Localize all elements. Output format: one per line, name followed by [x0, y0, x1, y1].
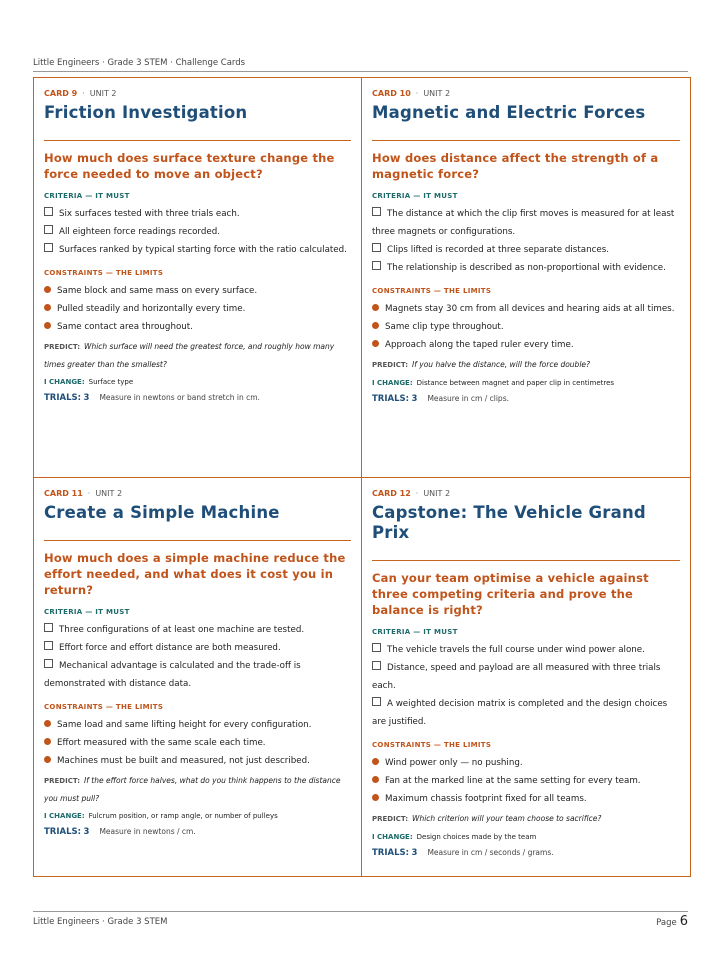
- change-line: [372, 833, 680, 841]
- change-label: I CHANGE:: [44, 812, 85, 820]
- constraint-item: [44, 752, 351, 770]
- item-text: Effort measured with the same scale each time.: [57, 738, 266, 748]
- driving-question: How much does surface texture change the force needed to move an object?: [44, 151, 335, 181]
- predict-label: PREDICT:: [372, 361, 409, 369]
- item-text: Six surfaces tested with three trials each.: [59, 209, 240, 219]
- checkbox-icon: [44, 243, 53, 252]
- constraint-item: [372, 772, 680, 790]
- checkbox-icon: [372, 243, 381, 252]
- item-text: Same clip type throughout.: [385, 322, 504, 332]
- item-text: Maximum chassis footprint fixed for all teams.: [385, 794, 587, 804]
- item-text: The relationship is described as non-proportional with evidence.: [387, 263, 666, 273]
- bullet-dot-icon: [372, 304, 379, 311]
- checkbox-icon: [372, 697, 381, 706]
- constraint-item: [44, 282, 351, 300]
- unit-label: UNIT 2: [423, 489, 451, 498]
- predict-text: If the effort force halves, what do you think happens to the distance you must pull?: [44, 776, 341, 803]
- criteria-list: [372, 641, 680, 731]
- item-text: The distance at which the clip first moves is measured for at least three magnets or configurations.: [372, 209, 675, 237]
- item-text: Effort force and effort distance are both measured.: [59, 643, 281, 653]
- criteria-item: [372, 695, 680, 731]
- bullet-dot-icon: [372, 340, 379, 347]
- card-title: Magnetic and Electric Forces: [372, 103, 646, 122]
- item-text: Wind power only — no pushing.: [385, 758, 523, 768]
- meta-separator: ·: [82, 89, 85, 98]
- constraint-item: [372, 790, 680, 808]
- change-text: Surface type: [88, 378, 134, 386]
- bullet-dot-icon: [372, 322, 379, 329]
- constraint-item: [372, 754, 680, 772]
- bullet-dot-icon: [44, 756, 51, 763]
- predict-line: [44, 338, 351, 373]
- criteria-item: [44, 205, 351, 223]
- change-text: Distance between magnet and paper clip in centimetres: [416, 379, 615, 387]
- checkbox-icon: [372, 261, 381, 270]
- criteria-item: [44, 657, 351, 693]
- card-number: CARD 11: [44, 489, 83, 498]
- item-text: Same block and same mass on every surface.: [57, 286, 258, 296]
- unit-label: UNIT 2: [423, 89, 451, 98]
- trials-count: 3: [83, 393, 90, 403]
- constraint-item: [44, 734, 351, 752]
- item-text: Pulled steadily and horizontally every time.: [57, 304, 246, 314]
- criteria-heading: CRITERIA — IT MUST: [44, 608, 130, 616]
- item-text: Surfaces ranked by typical starting force with the ratio calculated.: [59, 245, 347, 255]
- predict-line: [372, 356, 680, 374]
- card-11: [34, 478, 362, 876]
- header-rule: [33, 71, 688, 72]
- bullet-dot-icon: [44, 304, 51, 311]
- predict-line: [372, 810, 680, 828]
- criteria-heading: CRITERIA — IT MUST: [372, 192, 458, 200]
- footer-rule: [33, 911, 688, 912]
- change-label: I CHANGE:: [372, 379, 413, 387]
- criteria-list: [44, 205, 351, 259]
- criteria-list: [372, 205, 680, 277]
- trials-label: TRIALS:: [372, 848, 410, 858]
- change-text: Fulcrum position, or ramp angle, or number of pulleys: [88, 812, 278, 820]
- constraints-heading: CONSTRAINTS — THE LIMITS: [372, 741, 492, 749]
- item-text: Same load and same lifting height for every configuration.: [57, 720, 312, 730]
- constraint-item: [44, 716, 351, 734]
- checkbox-icon: [372, 643, 381, 652]
- trials-count: 3: [411, 394, 418, 404]
- card-title: Capstone: The Vehicle Grand Prix: [372, 503, 646, 542]
- item-text: A weighted decision matrix is completed and the design choices are justified.: [372, 699, 668, 727]
- checkbox-icon: [44, 641, 53, 650]
- card-meta: [372, 489, 680, 500]
- criteria-heading: CRITERIA — IT MUST: [372, 628, 458, 636]
- change-label: I CHANGE:: [372, 833, 413, 841]
- constraints-list: [44, 716, 351, 770]
- criteria-list: [44, 621, 351, 693]
- trials-label: TRIALS:: [372, 394, 410, 404]
- predict-label: PREDICT:: [44, 777, 81, 785]
- item-text: The vehicle travels the full course under wind power alone.: [387, 645, 645, 655]
- trials-note: Measure in newtons / cm.: [99, 827, 196, 836]
- constraints-heading: CONSTRAINTS — THE LIMITS: [372, 287, 492, 295]
- checkbox-icon: [372, 661, 381, 670]
- checkbox-icon: [44, 623, 53, 632]
- item-text: Fan at the marked line at the same setting for every team.: [385, 776, 641, 786]
- bullet-dot-icon: [372, 776, 379, 783]
- bullet-dot-icon: [372, 758, 379, 765]
- trials-line: [372, 394, 680, 404]
- item-text: Approach along the taped ruler every time.: [385, 340, 574, 350]
- bullet-dot-icon: [372, 794, 379, 801]
- bullet-dot-icon: [44, 720, 51, 727]
- criteria-item: [44, 639, 351, 657]
- trials-count: 3: [411, 848, 418, 858]
- change-text: Design choices made by the team: [416, 833, 537, 841]
- change-line: [372, 379, 680, 387]
- predict-text: If you halve the distance, will the force double?: [412, 360, 590, 369]
- meta-separator: ·: [415, 89, 419, 98]
- card-12: [362, 478, 690, 876]
- card-title: Friction Investigation: [44, 103, 248, 122]
- card-meta: [372, 89, 680, 100]
- page-number: [656, 914, 688, 929]
- driving-question: How much does a simple machine reduce the effort needed, and what does it cost you in return?: [44, 551, 346, 597]
- item-text: Clips lifted is recorded at three separate distances.: [387, 245, 609, 255]
- predict-label: PREDICT:: [372, 815, 409, 823]
- trials-label: TRIALS:: [44, 393, 82, 403]
- driving-question: Can your team optimise a vehicle against three competing criteria and prove the balance is right?: [372, 571, 649, 617]
- trials-note: Measure in newtons or band stretch in cm.: [99, 393, 260, 402]
- criteria-item: [44, 621, 351, 639]
- trials-note: Measure in cm / clips.: [427, 394, 509, 403]
- driving-question: How does distance affect the strength of a magnetic force?: [372, 151, 659, 181]
- card-number: CARD 9: [44, 89, 78, 98]
- criteria-item: [372, 659, 680, 695]
- trials-count: 3: [83, 827, 90, 837]
- item-text: Magnets stay 30 cm from all devices and hearing aids at all times.: [385, 304, 675, 314]
- trials-note: Measure in cm / seconds / grams.: [427, 848, 554, 857]
- page-label: Page: [656, 918, 677, 928]
- checkbox-icon: [44, 207, 53, 216]
- card-9: [34, 78, 362, 478]
- title-rule: [372, 140, 680, 141]
- constraint-item: [372, 336, 680, 354]
- predict-text: Which criterion will your team choose to sacrifice?: [412, 814, 602, 823]
- trials-line: [372, 848, 680, 858]
- item-text: Mechanical advantage is calculated and the trade-off is demonstrated with distance data.: [44, 661, 301, 689]
- unit-label: UNIT 2: [89, 89, 117, 98]
- criteria-item: [372, 641, 680, 659]
- item-text: All eighteen force readings recorded.: [59, 227, 220, 237]
- predict-label: PREDICT:: [44, 343, 81, 351]
- trials-label: TRIALS:: [44, 827, 82, 837]
- bullet-dot-icon: [44, 738, 51, 745]
- criteria-item: [372, 241, 680, 259]
- constraints-heading: CONSTRAINTS — THE LIMITS: [44, 703, 164, 711]
- checkbox-icon: [44, 659, 53, 668]
- constraints-list: [372, 300, 680, 354]
- criteria-item: [44, 223, 351, 241]
- constraint-item: [372, 300, 680, 318]
- change-line: [44, 812, 351, 820]
- change-line: [44, 378, 351, 386]
- card-meta: [44, 489, 351, 500]
- page-number-value: 6: [679, 914, 688, 929]
- criteria-item: [372, 259, 680, 277]
- card-title: Create a Simple Machine: [44, 503, 280, 522]
- predict-text: Which surface will need the greatest force, and roughly how many times greater than the smallest?: [44, 342, 335, 369]
- item-text: Machines must be built and measured, not just described.: [57, 756, 310, 766]
- constraint-item: [44, 318, 351, 336]
- criteria-heading: CRITERIA — IT MUST: [44, 192, 130, 200]
- card-number: CARD 12: [372, 489, 411, 498]
- item-text: Same contact area throughout.: [57, 322, 193, 332]
- meta-separator: ·: [415, 489, 419, 498]
- constraint-item: [372, 318, 680, 336]
- item-text: Distance, speed and payload are all measured with three trials each.: [372, 663, 661, 691]
- constraints-list: [44, 282, 351, 336]
- bullet-dot-icon: [44, 286, 51, 293]
- title-rule: [372, 560, 680, 561]
- constraint-item: [44, 300, 351, 318]
- card-meta: [44, 89, 351, 100]
- meta-separator: ·: [87, 489, 91, 498]
- bullet-dot-icon: [44, 322, 51, 329]
- footer-left: Little Engineers · Grade 3 STEM: [33, 917, 168, 927]
- unit-label: UNIT 2: [95, 489, 123, 498]
- trials-line: [44, 393, 351, 403]
- criteria-item: [372, 205, 680, 241]
- card-grid: [33, 77, 691, 877]
- criteria-item: [44, 241, 351, 259]
- card-number: CARD 10: [372, 89, 411, 98]
- predict-line: [44, 772, 351, 807]
- checkbox-icon: [44, 225, 53, 234]
- constraints-heading: CONSTRAINTS — THE LIMITS: [44, 269, 164, 277]
- trials-line: [44, 827, 351, 837]
- title-rule: [44, 540, 351, 541]
- change-label: I CHANGE:: [44, 378, 85, 386]
- running-head: Little Engineers · Grade 3 STEM · Challenge Cards: [33, 58, 246, 68]
- item-text: Three configurations of at least one machine are tested.: [59, 625, 305, 635]
- title-rule: [44, 140, 351, 141]
- constraints-list: [372, 754, 680, 808]
- card-10: [362, 78, 690, 478]
- checkbox-icon: [372, 207, 381, 216]
